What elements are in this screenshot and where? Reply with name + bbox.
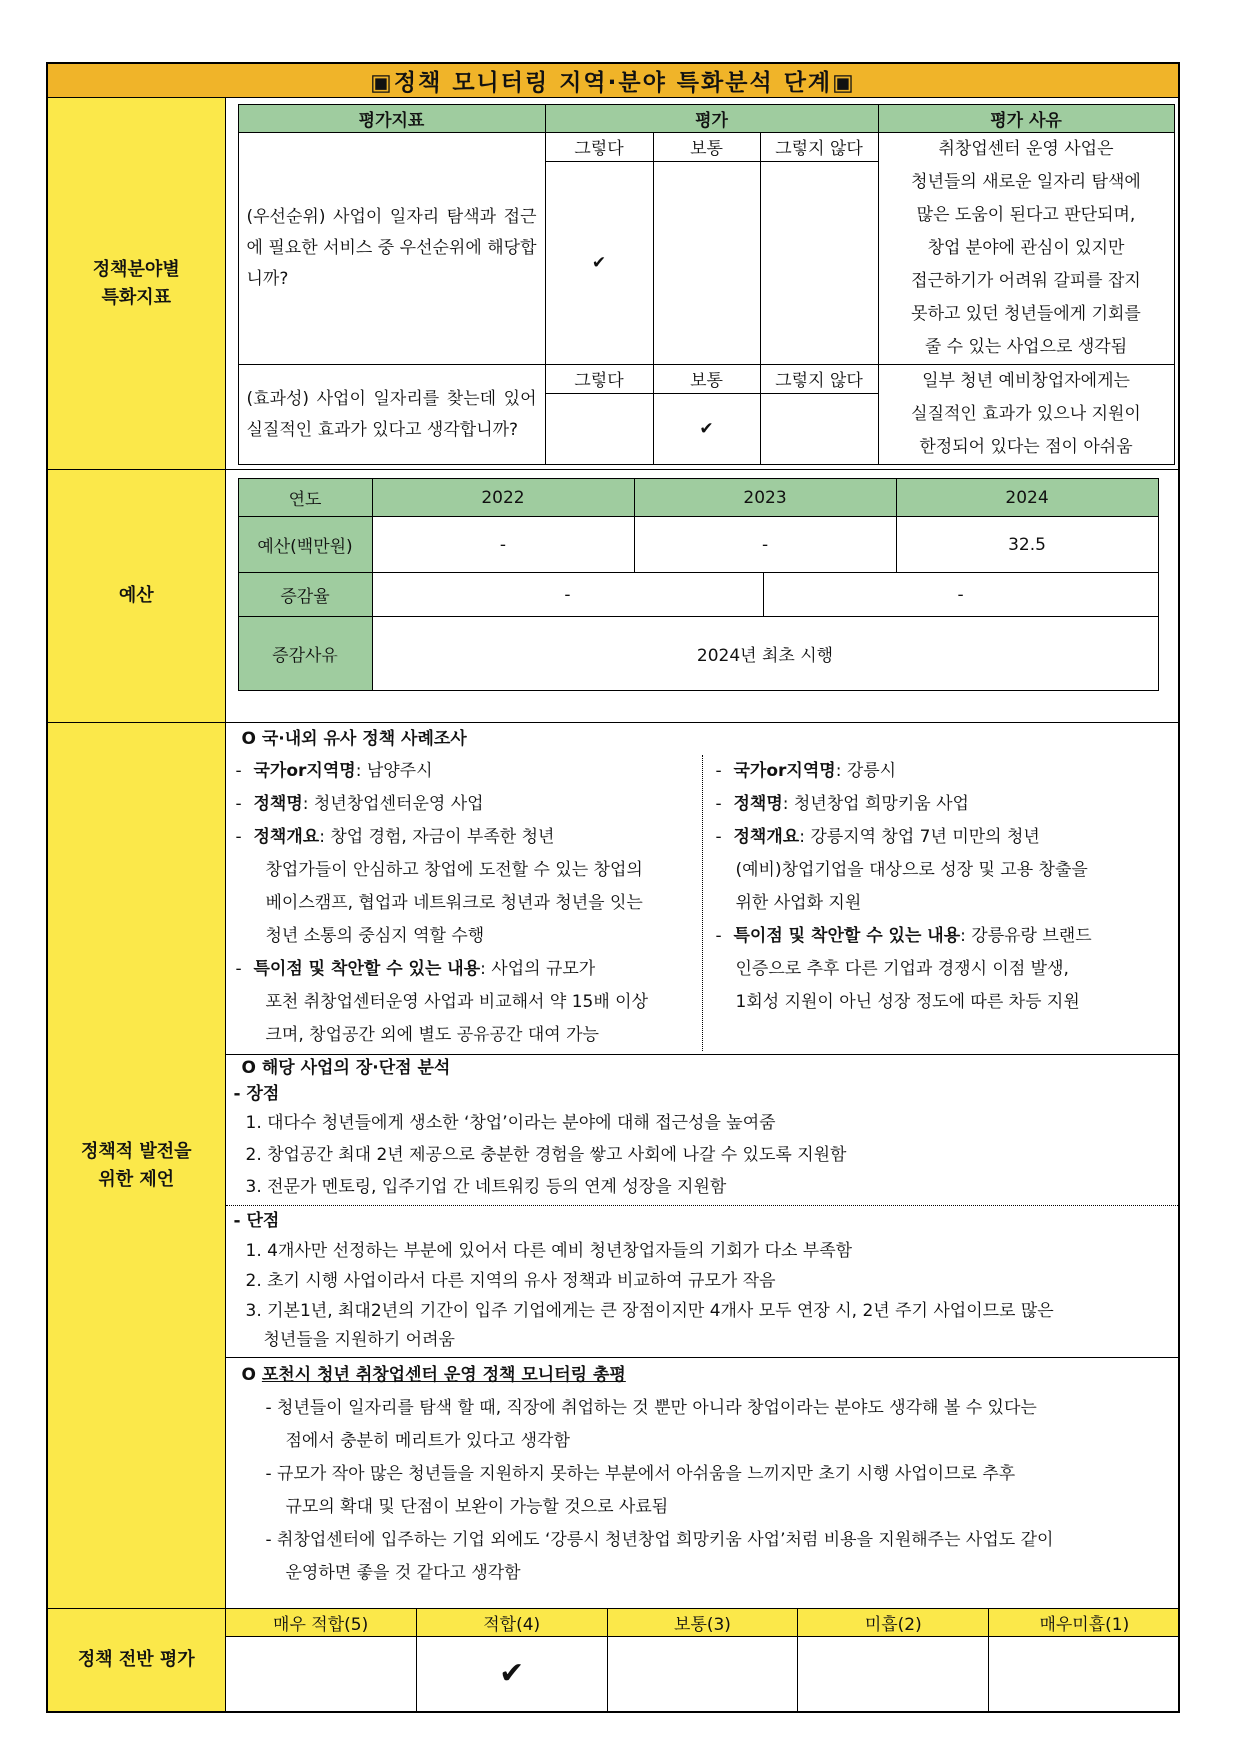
grade-4: 적합(4) — [416, 1609, 607, 1637]
check-mark-icon: ✔ — [653, 393, 760, 464]
reason-effectiveness: 일부 청년 예비창업자에게는 실질적인 효과가 있으나 지원이 한정되어 있다는 점이 아쉬움 — [878, 365, 1174, 465]
pros-item: 2. 창업공간 최대 2년 제공으로 충분한 경험을 쌓고 사회에 나갈 수 있도록 지원함 — [245, 1145, 847, 1165]
option-no: 그렇지 않다 — [760, 133, 878, 162]
budget-table — [238, 478, 1159, 691]
grade-3: 보통(3) — [607, 1609, 798, 1637]
option-neutral: 보통 — [653, 133, 760, 162]
option-yes: 그렇다 — [545, 365, 653, 394]
label-budget: 예산(백만원) — [238, 517, 372, 573]
analysis-title: O 해당 사업의 장·단점 분석 — [241, 1058, 451, 1078]
budget-2023: - — [634, 517, 896, 573]
header-eval: 평가 — [545, 105, 878, 133]
option-no: 그렇지 않다 — [760, 365, 878, 394]
overall-review — [226, 1358, 1179, 1608]
review-item-cont: 점에서 충분히 메리트가 있다고 생각함 — [285, 1431, 570, 1451]
question-priority: (우선순위) 사업이 일자리 탐색과 접근에 필요한 서비스 중 우선순위에 해당합니까? — [238, 133, 545, 365]
year-2024: 2024 — [896, 479, 1158, 517]
option-yes: 그렇다 — [545, 133, 653, 162]
grade-1: 매우미흡(1) — [989, 1609, 1180, 1637]
empty-cell — [653, 161, 760, 364]
empty-cell — [760, 161, 878, 364]
case-divider — [702, 755, 703, 1051]
check-mark-icon: ✔ — [545, 161, 653, 364]
section-indicator-label — [47, 98, 225, 470]
question-effectiveness: (효과성) 사업이 일자리를 찾는데 있어 실질적인 효과가 있다고 생각합니까? — [238, 365, 545, 465]
section-proposal-label — [47, 723, 225, 1609]
empty-cell — [989, 1637, 1180, 1711]
empty-cell — [798, 1637, 989, 1711]
section-budget-label: 예산 — [47, 470, 225, 723]
cons-item-cont: 청년들을 지원하기 어려움 — [263, 1330, 455, 1350]
case-study — [226, 723, 1179, 1055]
case-left: - 국가or지역명: 남양주시 - 정책명: 청년창업센터운영 사업 - 정책개요: 창업 경험, 자금이 부족한 청년 창업가들이 안심하고 창업에 도전할 수 있는 창업의 베이스캠프, 협업과 네트워크로 청년과 청년을 잇는 청년 소통의 중심지 역할 수행 - 특이점 및 착안할 수 있는 내용: 사업의 규모가 포천 취창업센터운영 사업과 비교해서 약 15배 이상 크며, 창업공간 외에 별도 공유공간 대여 가능 — [235, 761, 648, 1045]
side-label-line: 정책적 발전을 — [80, 1140, 192, 1162]
cons-item: 2. 초기 시행 사업이라서 다른 지역의 유사 정책과 비교하여 규모가 작음 — [245, 1271, 776, 1291]
section-overall-label: 정책 전반 평가 — [47, 1609, 225, 1712]
empty-cell — [760, 393, 878, 464]
cons-item: 3. 기본1년, 최대2년의 기간이 입주 기업에게는 큰 장점이지만 4개사 모두 연장 시, 2년 주기 사업이므로 많은 — [245, 1301, 1054, 1321]
label-year: 연도 — [238, 479, 372, 517]
review-item: - 취창업센터에 입주하는 기업 외에도 ‘강릉시 청년창업 희망키움 사업’처럼 비용을 지원해주는 사업도 같이 — [265, 1530, 1054, 1550]
rate-2: - — [763, 573, 1158, 617]
analysis-cons — [226, 1206, 1179, 1358]
empty-cell — [545, 393, 653, 464]
page-title: ▣정책 모니터링 지역·분야 특화분석 단계▣ — [47, 63, 1179, 98]
budget-2024: 32.5 — [896, 517, 1158, 573]
label-rate: 증감율 — [238, 573, 372, 617]
option-neutral: 보통 — [653, 365, 760, 394]
case-right: - 국가or지역명: 강릉시 - 정책명: 청년창업 희망키움 사업 - 정책개요: 강릉지역 창업 7년 미만의 청년 (예비)창업기업을 대상으로 성장 및 고용 창출을 위한 사업화 지원 - 특이점 및 착안할 수 있는 내용: 강릉유랑 브랜드 인증으로 추후 다른 기업과 경쟁시 이점 발생, 1회성 지원이 아닌 성장 정도에 따른 차등 지원 — [715, 761, 1092, 1012]
pros-item: 3. 전문가 멘토링, 입주기업 간 네트워킹 등의 연계 성장을 지원함 — [245, 1177, 727, 1197]
year-2023: 2023 — [634, 479, 896, 517]
grade-table — [226, 1609, 1180, 1711]
review-title: O 포천시 청년 취창업센터 운영 정책 모니터링 총평 — [241, 1365, 626, 1385]
side-label-line: 위한 제언 — [98, 1168, 175, 1190]
budget-2022: - — [372, 517, 634, 573]
reason-priority: 취창업센터 운영 사업은 청년들의 새로운 일자리 탐색에 많은 도움이 된다고 판단되며, 창업 분야에 관심이 있지만 접근하기가 어려워 갈피를 잡지 못하고 있던 청년들에게 기회를 줄 수 있는 사업으로 생각됨 — [878, 133, 1174, 365]
case-study-title: O 국·내외 유사 정책 사례조사 — [241, 729, 467, 749]
grade-2: 미흡(2) — [798, 1609, 989, 1637]
cons-title: - 단점 — [233, 1211, 280, 1231]
rate-1: - — [372, 573, 763, 617]
header-indicator: 평가지표 — [238, 105, 545, 133]
year-2022: 2022 — [372, 479, 634, 517]
check-mark-icon: ✔ — [416, 1637, 607, 1711]
indicator-table — [238, 104, 1175, 465]
review-item: - 규모가 작아 많은 청년들을 지원하지 못하는 부분에서 아쉬움을 느끼지만 초기 시행 사업이므로 추후 — [265, 1464, 1016, 1484]
review-item-cont: 규모의 확대 및 단점이 보완이 가능할 것으로 사료됨 — [285, 1497, 669, 1517]
label-reason: 증감사유 — [238, 617, 372, 691]
cons-item: 1. 4개사만 선정하는 부분에 있어서 다른 예비 청년창업자들의 기회가 다소 부족함 — [245, 1241, 853, 1261]
pros-title: - 장점 — [233, 1084, 280, 1104]
pros-item: 1. 대다수 청년들에게 생소한 ‘창업’이라는 분야에 대해 접근성을 높여줌 — [245, 1113, 776, 1133]
side-label-line: 정책분야별 — [92, 258, 180, 280]
empty-cell — [226, 1637, 417, 1711]
grade-5: 매우 적합(5) — [226, 1609, 417, 1637]
budget-reason: 2024년 최초 시행 — [372, 617, 1158, 691]
side-label-line: 특화지표 — [101, 286, 172, 308]
review-item-cont: 운영하면 좋을 것 같다고 생각함 — [285, 1563, 521, 1583]
empty-cell — [607, 1637, 798, 1711]
analysis-pros — [226, 1055, 1179, 1206]
review-item: - 청년들이 일자리를 탐색 할 때, 직장에 취업하는 것 뿐만 아니라 창업이라는 분야도 생각해 볼 수 있다는 — [265, 1398, 1037, 1418]
header-reason: 평가 사유 — [878, 105, 1174, 133]
